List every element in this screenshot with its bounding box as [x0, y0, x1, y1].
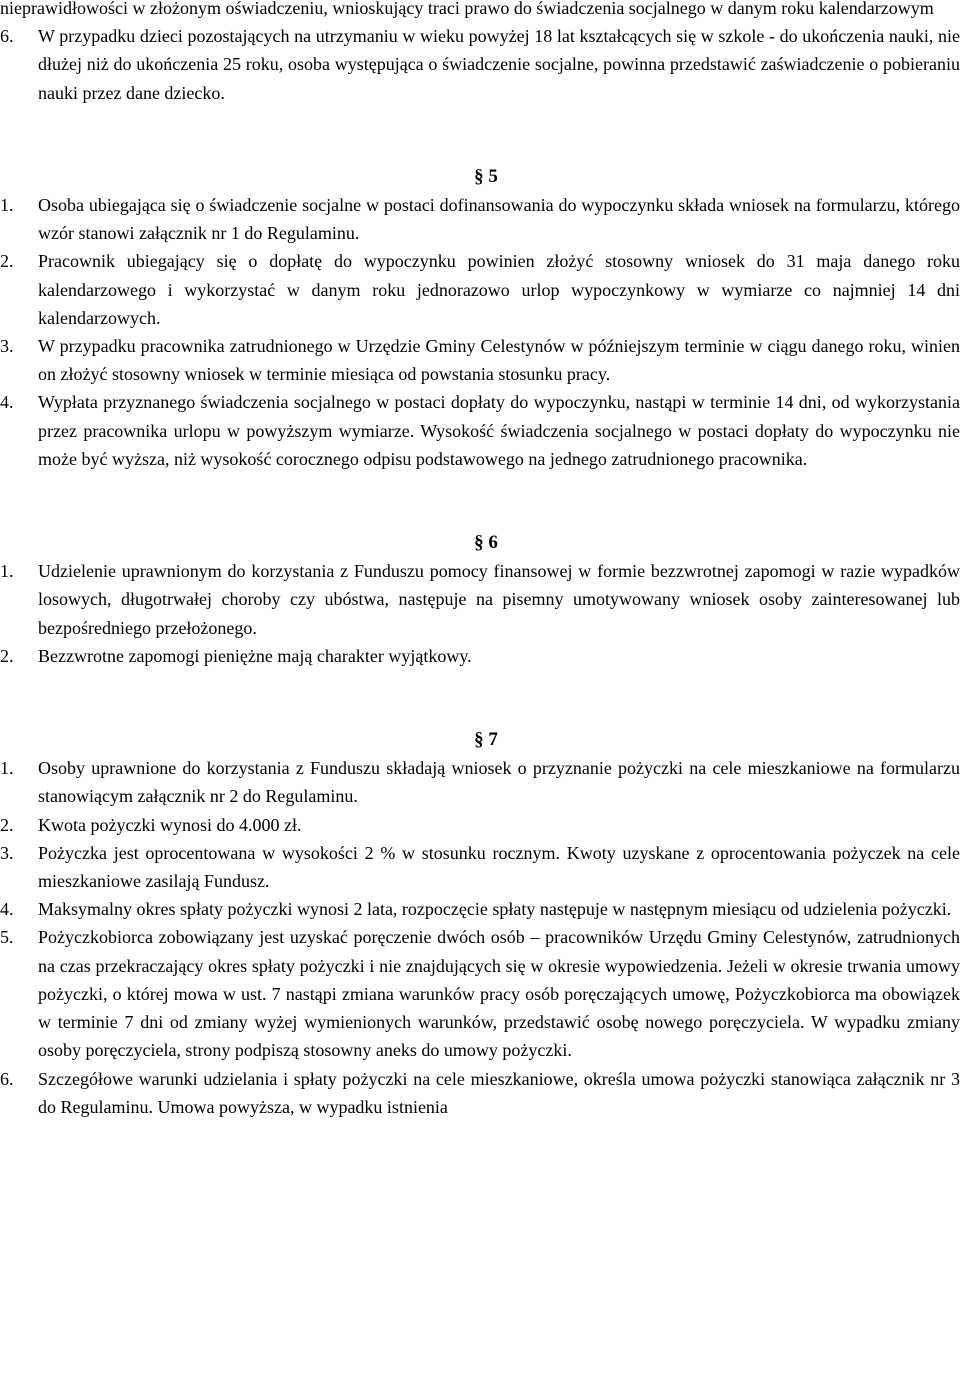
section-6-heading: § 6 [474, 532, 498, 554]
item-number: 2. [0, 251, 14, 272]
item-text: Pożyczka jest oprocentowana w wysokości 2 % w stosunku rocznym. Kwoty uzyskane z oprocentowania pożyczek na cele mieszkaniowe zasilają Fundusz. [38, 842, 960, 892]
list-item [0, 1065, 960, 1121]
item-text: Udzielenie uprawnionym do korzystania z Funduszu pomocy finansowej w formie bezzwrotnej zapomogi w razie wypadków losowych, długotrwałej choroby czy ubóstwa, następuje na pisemny umotywowany wniosek osoby zainteresowanej lub bezpośredniego przełożonego. [38, 561, 960, 638]
item-number: 4. [0, 899, 14, 920]
item-number: 5. [0, 927, 14, 948]
list-item [0, 839, 960, 895]
list-item [0, 754, 960, 810]
item-text: Osoba ubiegająca się o świadczenie socjalne w postaci dofinansowania do wypoczynku składa wniosek na formularzu, którego wzór stanowi załącznik nr 1 do Regulaminu. [38, 195, 960, 244]
section-6-list [0, 557, 960, 670]
list-item [0, 332, 960, 388]
section-5-heading: § 5 [474, 165, 498, 187]
item-number: 1. [0, 758, 14, 779]
item-text: Pracownik ubiegający się o dopłatę do wypoczynku powinien złożyć stosowny wniosek do 31 maja danego roku kalendarzowego i wykorzystać w danym roku jednorazowo urlop wypoczynkowy w wymiarze co najmniej 14 dni kalendarzowych. [38, 251, 960, 328]
item-text: Pożyczkobiorca zobowiązany jest uzyskać poręczenie dwóch osób – pracowników Urzędu Gminy Celestynów, zatrudnionych na czas przekraczający okres spłaty pożyczki i nie znajdujących się w okresie wypowiedzenia. Jeżeli w okresie trwania umowy pożyczki, o której mowa w ust. 7 nastąpi zmiana warunków pracy osób poręczających umowę, Pożyczkobiorca ma obowiązek w terminie 7 dni od zmiany wyżej wymienionych warunków, przedstawić osobę nowego poręczyciela. W wypadku zmiany osoby poręczyciela, strony podpiszą stosowny aneks do umowy pożyczki. [38, 927, 960, 1061]
item-text: W przypadku dzieci pozostających na utrzymaniu w wieku powyżej 18 lat kształcących się w szkole - do ukończenia nauki, nie dłużej niż do ukończenia 25 roku, osoba występująca o świadczenie socjalne, powinna przedstawić zaświadczenie o pobieraniu nauki przez dane dziecko. [38, 26, 960, 103]
item-number: 6. [0, 26, 14, 47]
list-item [0, 895, 960, 923]
item-text: Bezzwrotne zapomogi pieniężne mają charakter wyjątkowy. [38, 645, 472, 666]
intro-continuation: nieprawidłowości w złożonym oświadczeniu, wnioskujący traci prawo do świadczenia socjalnego w danym roku kalendarzowym [0, 0, 934, 18]
item-number: 3. [0, 842, 14, 863]
list-item [0, 642, 960, 670]
item-text: Maksymalny okres spłaty pożyczki wynosi 2 lata, rozpoczęcie spłaty następuje w następnym miesiącu od udzielenia pożyczki. [38, 899, 952, 920]
list-item [0, 811, 960, 839]
section-7-heading: § 7 [474, 729, 498, 751]
item-text: W przypadku pracownika zatrudnionego w Urzędzie Gminy Celestynów w późniejszym terminie w ciągu danego roku, winien on złożyć stosowny wniosek w terminie miesiąca od powstania stosunku pracy. [38, 336, 960, 385]
section-7-list [0, 754, 960, 1121]
list-item [0, 388, 960, 473]
list-item [0, 191, 960, 247]
item-number: 4. [0, 392, 14, 413]
item-text: Osoby uprawnione do korzystania z Funduszu składają wniosek o przyznanie pożyczki na cele mieszkaniowe na formularzu stanowiącym załącznik nr 2 do Regulaminu. [38, 758, 960, 807]
item-number: 6. [0, 1068, 14, 1089]
item-number: 2. [0, 814, 14, 835]
section-5-list [0, 191, 960, 473]
list-item [0, 557, 960, 642]
item-text: Kwota pożyczki wynosi do 4.000 zł. [38, 814, 302, 835]
item-number: 1. [0, 195, 14, 216]
item-number: 3. [0, 336, 14, 357]
item-text: Wypłata przyznanego świadczenia socjalnego w postaci dopłaty do wypoczynku, nastąpi w terminie 14 dni, od wykorzystania przez pracownika urlopu w powyższym wymiarze. Wysokość świadczenia socjalnego w postaci dopłaty do wypoczynku nie może być wyższa, niż wysokość corocznego odpisu podstawowego na jednego zatrudnionego pracownika. [38, 392, 960, 469]
item-number: 1. [0, 561, 14, 582]
list-item [0, 923, 960, 1064]
intro-item-6 [0, 22, 960, 107]
item-number: 2. [0, 645, 14, 666]
list-item [0, 247, 960, 332]
item-text: Szczegółowe warunki udzielania i spłaty pożyczki na cele mieszkaniowe, określa umowa pożyczki stanowiąca załącznik nr 3 do Regulaminu. Umowa powyższa, w wypadku istnienia [38, 1068, 960, 1117]
